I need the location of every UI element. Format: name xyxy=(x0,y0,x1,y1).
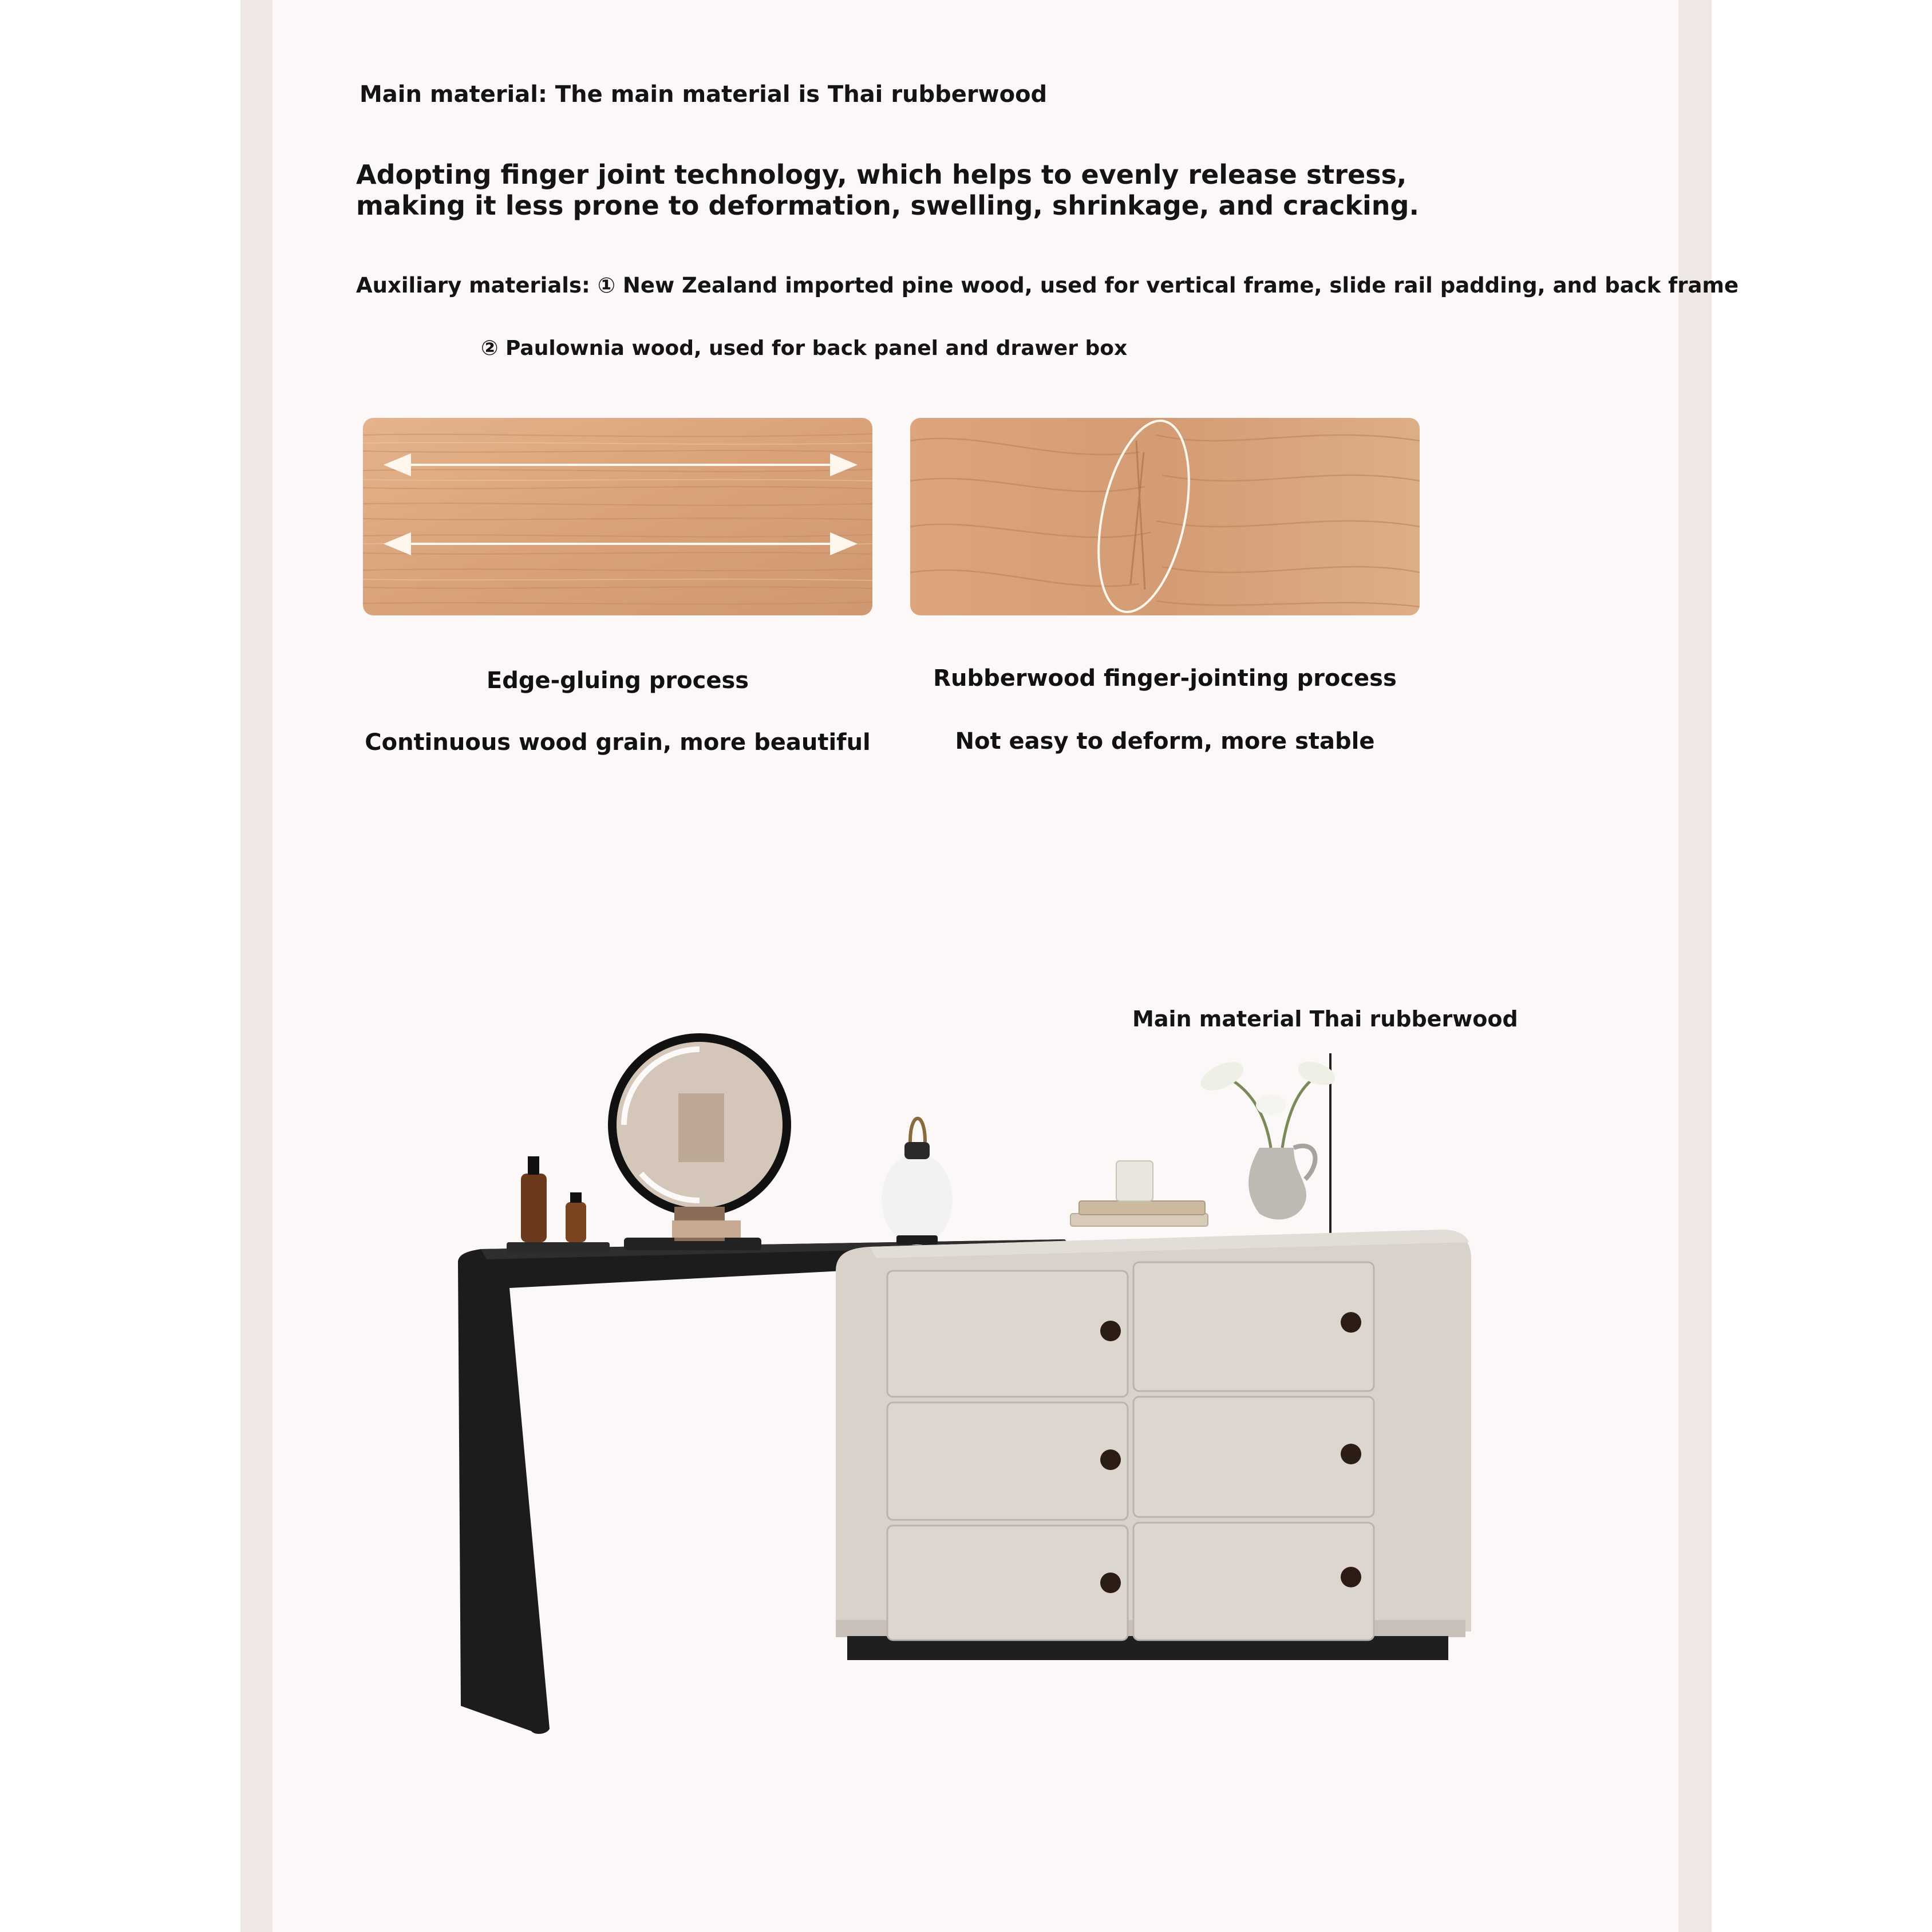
material-callout-label: Main material Thai rubberwood xyxy=(1132,1006,1518,1032)
edge-gluing-subtitle: Continuous wood grain, more beautiful xyxy=(365,729,871,756)
edge-gluing-title: Edge-gluing process xyxy=(486,667,749,694)
finger-jointing-subtitle: Not easy to deform, more stable xyxy=(955,728,1375,754)
finger-jointing-title: Rubberwood finger-jointing process xyxy=(933,665,1397,692)
auxiliary-materials-line-2: ② Paulownia wood, used for back panel and drawer box xyxy=(481,337,1128,360)
dresser-vanity-illustration xyxy=(435,1019,1477,1752)
auxiliary-materials-line-1: Auxiliary materials: ① New Zealand imported pine wood, used for vertical frame, slide rail padding, and back frame xyxy=(356,273,1739,298)
finger-joint-line-2: making it less prone to deformation, swelling, shrinkage, and cracking. xyxy=(356,190,1419,221)
edge-gluing-wood-image xyxy=(363,418,872,615)
finger-joint-line-1: Adopting finger joint technology, which helps to evenly release stress, xyxy=(356,159,1407,190)
main-material-heading: Main material: The main material is Thai rubberwood xyxy=(359,81,1048,108)
finger-jointing-wood-image xyxy=(910,418,1420,615)
finger-joint-description xyxy=(356,159,1419,221)
